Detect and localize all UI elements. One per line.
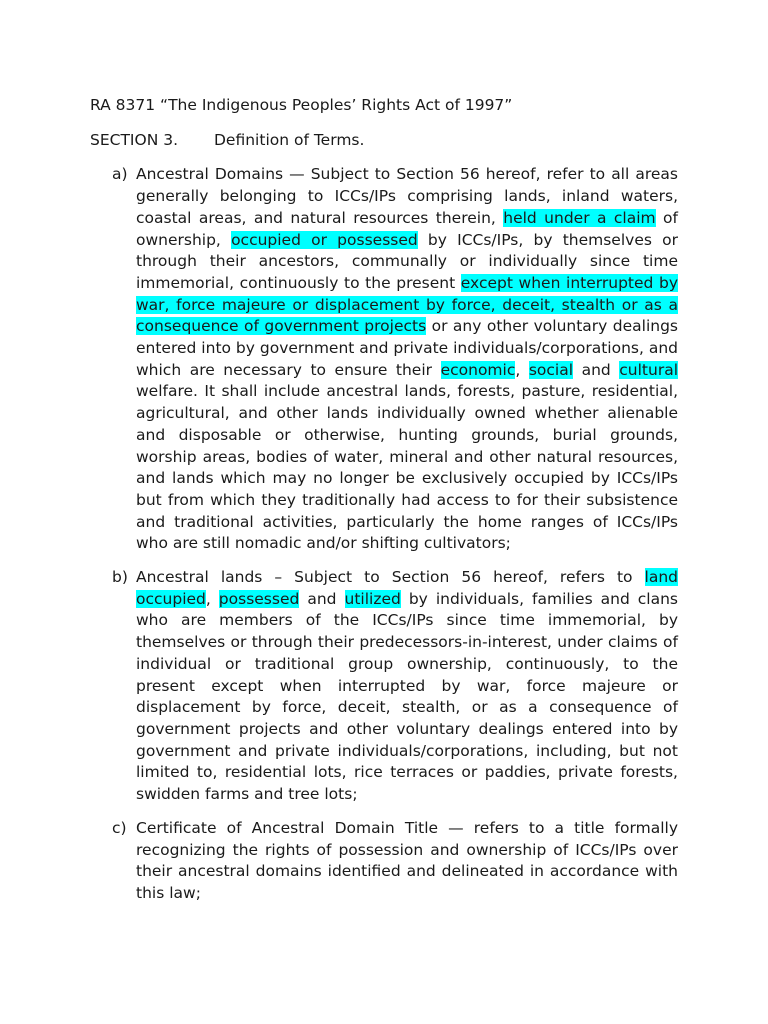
highlighted-phrase: social (528, 360, 574, 379)
text-run: , (515, 360, 529, 379)
text-run: Ancestral lands – Subject to Section 56 hereof, refers to (136, 568, 645, 587)
text-run: by ICCs/IPs, by themselves or through their ancestors, communally or individually since time immemorial, continuously to the present (136, 230, 678, 292)
highlighted-phrase: held under a claim (503, 208, 656, 227)
section-number: SECTION 3. (90, 130, 179, 149)
text-run: and (573, 360, 620, 379)
text-run: Ancestral Domains — Subject to Section 56 hereof, refer to all areas generally belonging to ICCs/IPs comprising lands, inland waters, coastal areas, and natural resources therein, (136, 165, 678, 227)
text-run: Certificate of Ancestral Domain Title — refers to a title formally recognizing the rights of possession and ownership of ICCs/IPs over their ancestral domains identified and delineated in accordance with this law; (136, 818, 678, 902)
document-title: RA 8371 “The Indigenous Peoples’ Rights Act of 1997” (90, 96, 513, 114)
section-heading (90, 130, 678, 152)
highlighted-phrase: economic (440, 360, 516, 379)
definition-item (90, 164, 678, 555)
highlighted-phrase: occupied (136, 589, 206, 608)
text-run: and (299, 589, 345, 608)
definition-marker: a) (112, 165, 128, 184)
definition-item (90, 567, 678, 806)
definition-text (136, 818, 678, 905)
section-title: Definition of Terms. (214, 130, 365, 149)
text-run: welfare. It shall include ancestral lands, forests, pasture, residential, agricultural, and other lands individually owned whether alienable and disposable or otherwise, hunting grounds, burial grounds, worship areas, bodies of water, mineral and other natural resources, and lands which may no longer be exclusively occupied by ICCs/IPs but from which they traditionally had access to for their subsistence and traditional activities, particularly the home ranges of ICCs/IPs who are still nomadic and/or shifting cultivators; (136, 382, 678, 553)
highlighted-phrase: occupied or possessed (231, 230, 418, 249)
text-run: of ownership, (136, 208, 678, 249)
text-run: or any other voluntary dealings entered into by government and private individuals/corporations, and which are necessary to ensure their (136, 317, 679, 379)
text-run: by individuals, families and clans who are members of the ICCs/IPs since time immemorial, by themselves or through their predecessors-in-interest, under claims of individual or traditional group ownership, continuously, to the present except when interrupted by war, force majeure or displacement by force, deceit, stealth, or as a consequence of government projects and other voluntary dealings entered into by government and private individuals/corporations, including, but not limited to, residential lots, rice terraces or paddies, private forests, swidden farms and tree lots; (136, 589, 679, 804)
definition-text (136, 164, 678, 555)
highlighted-phrase: land (644, 568, 678, 587)
highlighted-phrase: cultural (619, 360, 679, 379)
definition-marker: c) (112, 818, 127, 837)
definition-marker: b) (112, 568, 128, 587)
definitions-list (90, 164, 678, 904)
highlighted-phrase: possessed (218, 589, 300, 608)
definition-text (136, 567, 678, 806)
highlighted-phrase: utilized (344, 589, 401, 608)
definition-item (90, 818, 678, 905)
text-run: , (205, 589, 219, 608)
highlighted-phrase: except when interrupted by war, force majeure or displacement by force, deceit, stealth or as a consequence of government projects (136, 273, 679, 336)
